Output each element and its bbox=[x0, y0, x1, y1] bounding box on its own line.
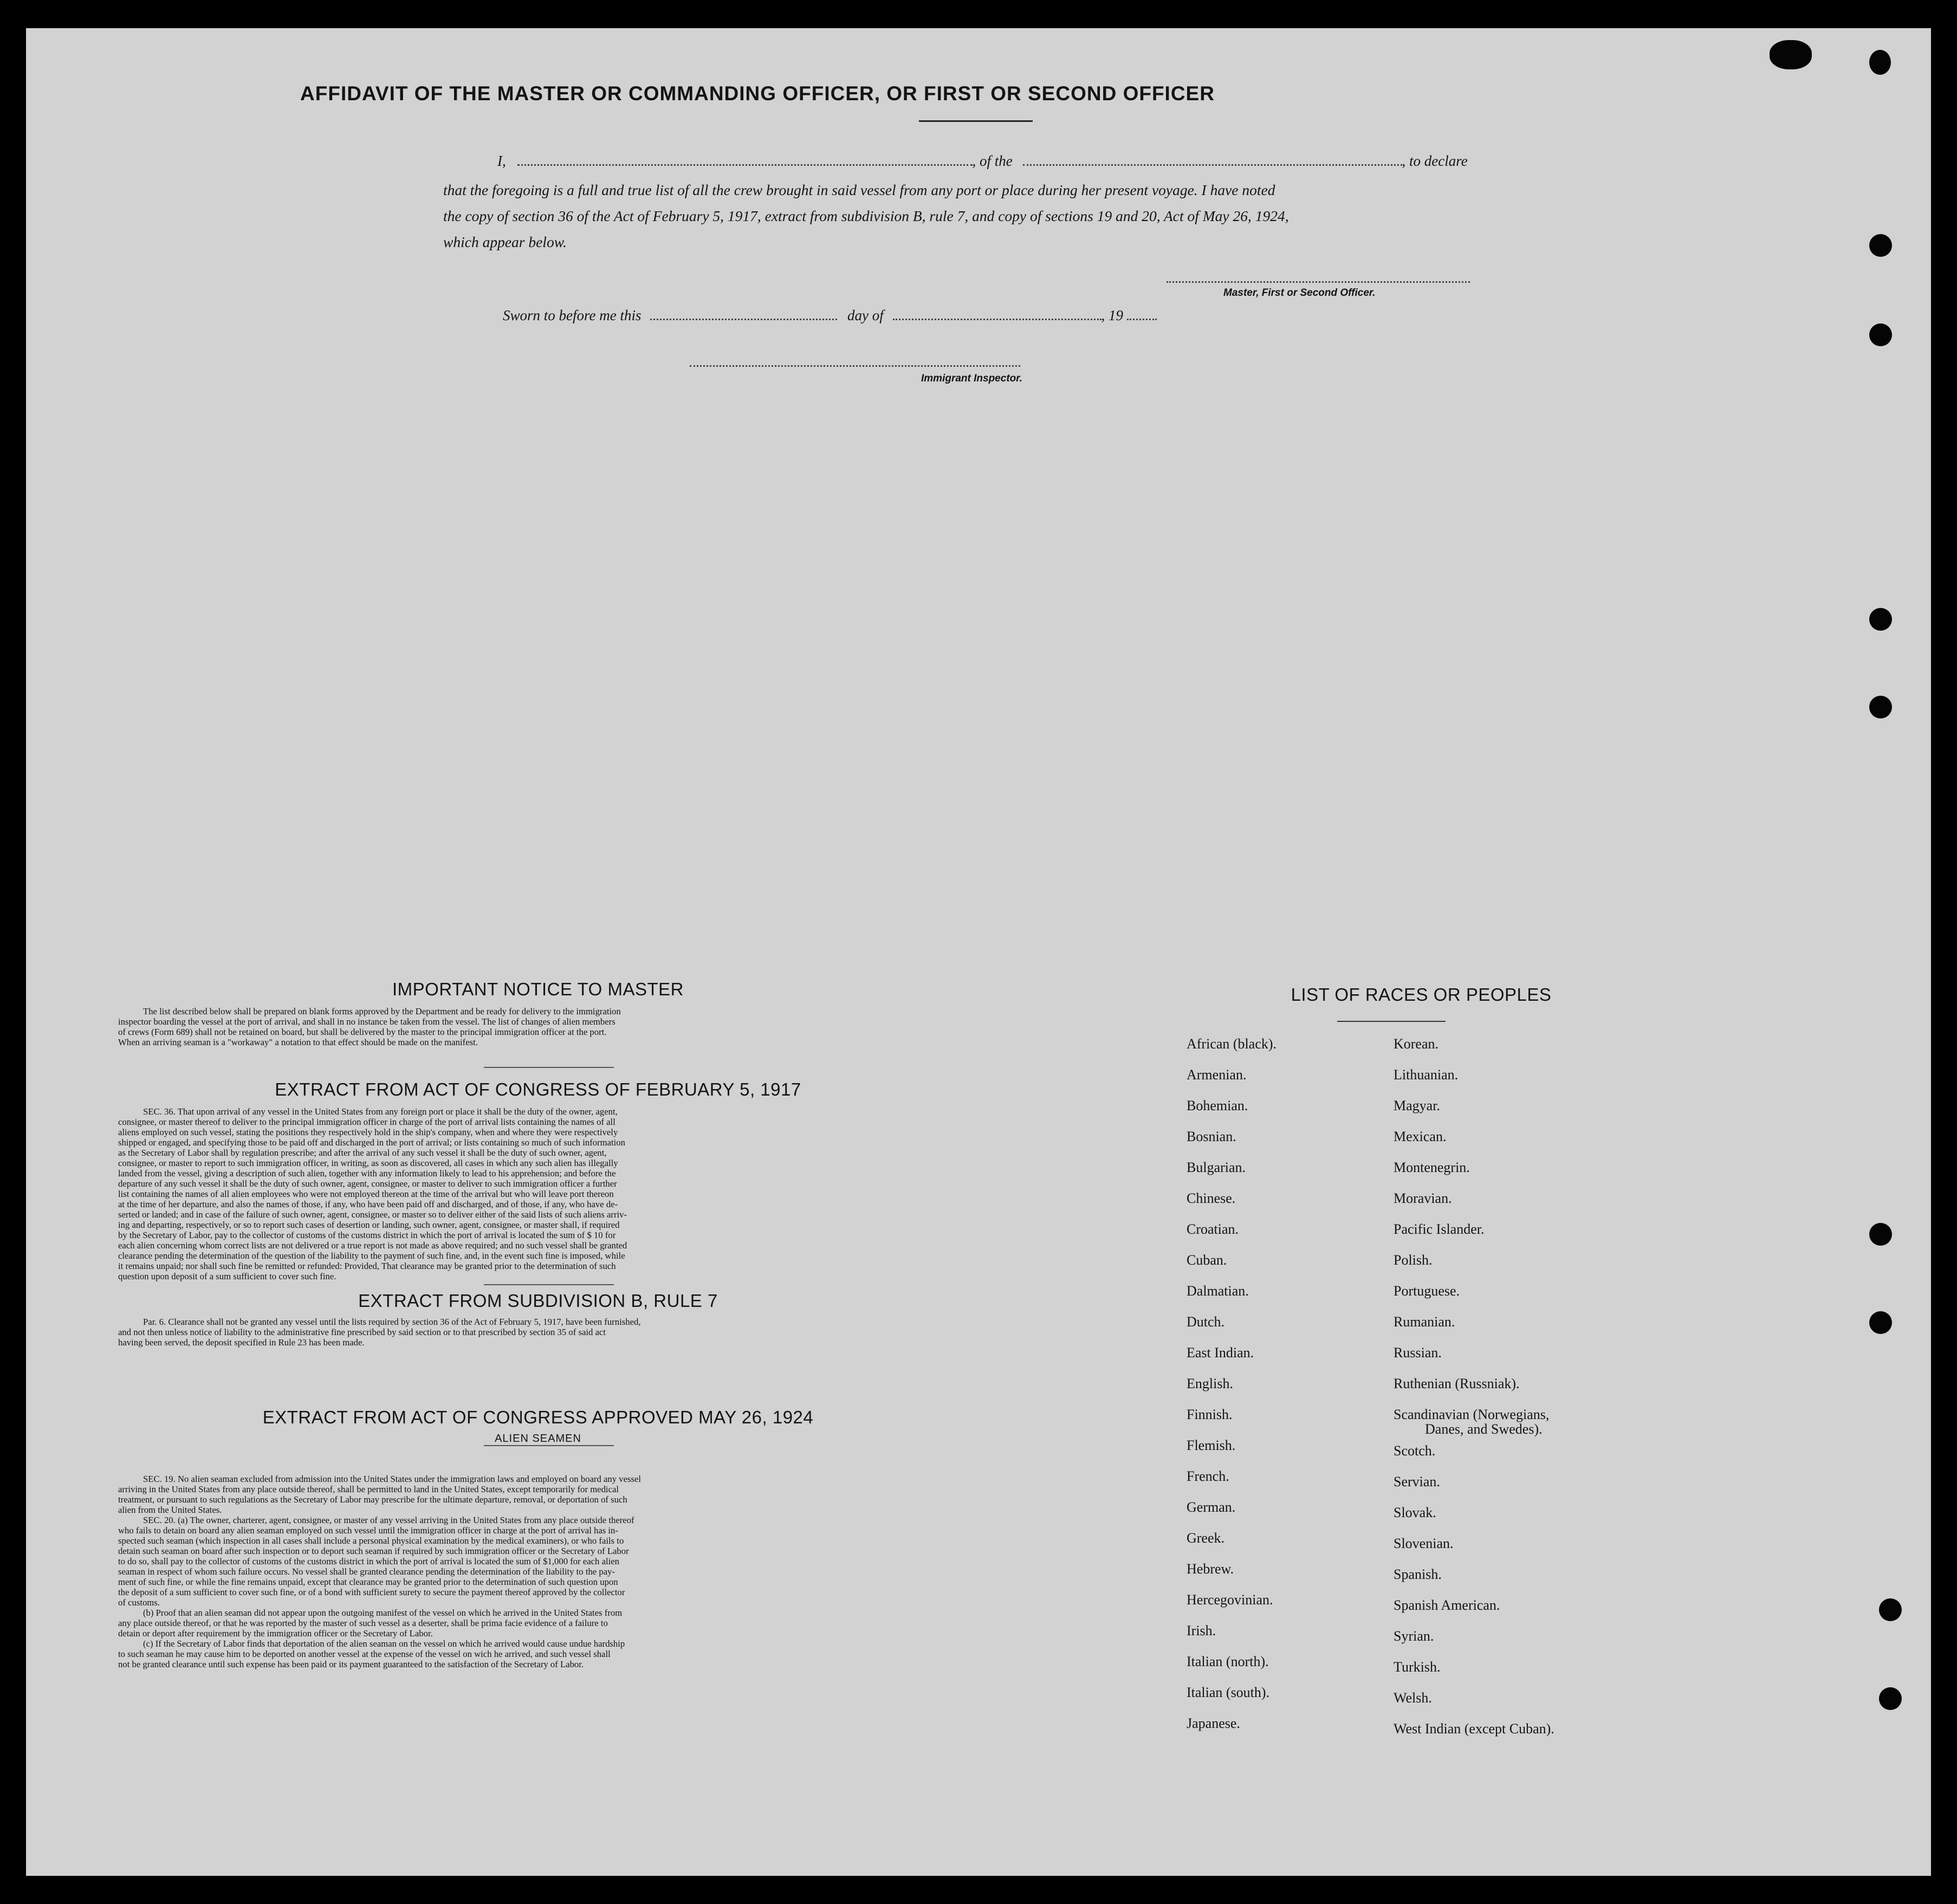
extract-line: question upon deposit of a sum sufficient to cover such fine. bbox=[118, 1271, 336, 1281]
month-field[interactable] bbox=[893, 318, 1101, 320]
race-item: Dutch. bbox=[1187, 1314, 1225, 1330]
race-item: Hercegovinian. bbox=[1187, 1592, 1273, 1608]
name-field[interactable] bbox=[517, 164, 973, 166]
punch-hole bbox=[1879, 1598, 1902, 1621]
race-item: Slovak. bbox=[1394, 1505, 1436, 1520]
extract-line: SEC. 20. (a) The owner, charterer, agent, consignee, or master of any vessel arriving in the United States from any place outside thereof bbox=[143, 1515, 634, 1525]
race-item: Chinese. bbox=[1187, 1190, 1236, 1206]
punch-hole bbox=[1770, 40, 1812, 69]
extract-line: treatment, or pursuant to such regulations as the Secretary of Labor may prescribe for the ultimate departure, removal, or deportation of such bbox=[118, 1494, 627, 1505]
extract-1924-text bbox=[118, 1474, 942, 1669]
race-item: Scotch. bbox=[1394, 1443, 1436, 1459]
race-item: West Indian (except Cuban). bbox=[1394, 1721, 1554, 1737]
race-item: Armenian. bbox=[1187, 1067, 1247, 1083]
race-item: Russian. bbox=[1394, 1345, 1442, 1361]
extract-line: (b) Proof that an alien seaman did not appear upon the outgoing manifest of the vessel on which he arrived in the United States from bbox=[143, 1608, 623, 1618]
race-item: East Indian. bbox=[1187, 1345, 1254, 1361]
race-item: Croatian. bbox=[1187, 1221, 1239, 1237]
extract-line: seaman in respect of whom such failure occurs. No vessel shall be granted clearance pending the determination of the liability to the pay- bbox=[118, 1566, 615, 1577]
extract-line: of customs. bbox=[118, 1597, 160, 1608]
extract-line: alien from the United States. bbox=[118, 1505, 222, 1515]
race-item: Japanese. bbox=[1187, 1715, 1240, 1731]
extract-line: the deposit of a sum sufficient to cover such fine, or of a bond with sufficient surety to secure the payment thereof approved by the collector bbox=[118, 1587, 625, 1597]
extract-line: list containing the names of all alien employees who were not employed thereon at the time of the arrival but who will leave port thereon bbox=[118, 1189, 614, 1199]
rule7-line: and not then unless notice of liability to the administrative fine prescribed by said section or to that prescribed by section 35 of said act bbox=[118, 1327, 606, 1337]
race-item: Irish. bbox=[1187, 1623, 1216, 1639]
race-item: Mexican. bbox=[1394, 1129, 1447, 1144]
race-item: Hebrew. bbox=[1187, 1561, 1234, 1577]
notice-line: inspector boarding the vessel at the port of arrival, and shall in no instance be taken from the vessel. The list of changes of alien members bbox=[118, 1016, 615, 1027]
year-prefix-label: , 19 bbox=[1101, 307, 1123, 323]
races-heading: LIST OF RACES OR PEOPLES bbox=[1291, 985, 1552, 1005]
inspector-signature-field[interactable] bbox=[690, 365, 1020, 367]
punch-hole bbox=[1869, 1311, 1892, 1334]
race-item: Magyar. bbox=[1394, 1098, 1440, 1113]
race-item: Spanish American. bbox=[1394, 1597, 1500, 1613]
extract-line: each alien concerning whom correct lists are not delivered or a true report is not made as above required; and no such vessel shall be granted bbox=[118, 1240, 627, 1251]
race-item: Turkish. bbox=[1394, 1659, 1441, 1675]
extract-line: clearance pending the determination of the question of the liability to the payment of such fine, and, in the event such fine is imposed, while bbox=[118, 1251, 625, 1261]
race-item: Flemish. bbox=[1187, 1437, 1236, 1453]
sworn-line bbox=[503, 307, 1157, 324]
notice-heading: IMPORTANT NOTICE TO MASTER bbox=[392, 979, 684, 999]
affidavit-declaration-line bbox=[497, 153, 1468, 170]
statement-line: the copy of section 36 of the Act of February 5, 1917, extract from subdivision B, rule 7, and copy of sections 19 and 20, Act of May 26, 1924, bbox=[443, 208, 1289, 224]
extract-line: shipped or engaged, and specifying those to be paid off and discharged in the port of arrival; or lists containing so much of such information bbox=[118, 1137, 625, 1148]
day-of-label: day of bbox=[847, 307, 884, 323]
extract-line: detain or deport after requirement by the immigration officer or the Secretary of Labor. bbox=[118, 1628, 433, 1639]
race-item: Spanish. bbox=[1394, 1566, 1442, 1582]
form-page bbox=[26, 28, 1931, 1876]
extract-line: (c) If the Secretary of Labor finds that deportation of the alien seaman on the vessel on which he arrived would cause undue hardship bbox=[143, 1639, 625, 1649]
race-item: Greek. bbox=[1187, 1530, 1225, 1546]
race-item: Pacific Islander. bbox=[1394, 1221, 1485, 1237]
race-item: Welsh. bbox=[1394, 1690, 1432, 1706]
extract-line: SEC. 36. That upon arrival of any vessel in the United States from any foreign port or place it shall be the duty of the owner, agent, bbox=[143, 1106, 618, 1117]
statement-line: that the foregoing is a full and true list of all the crew brought in said vessel from any port or place during her present voyage. I have noted bbox=[443, 182, 1275, 198]
notice-text bbox=[118, 1006, 942, 1047]
race-item: Polish. bbox=[1394, 1252, 1433, 1268]
extract-line: SEC. 19. No alien seaman excluded from admission into the United States under the immigration laws and employed on board any vessel bbox=[143, 1474, 641, 1484]
extract-line: landed from the vessel, giving a description of such alien, together with any information likely to lead to his apprehension; and before the bbox=[118, 1168, 616, 1178]
divider bbox=[484, 1445, 614, 1446]
rule7-text bbox=[118, 1317, 942, 1348]
master-signature-field[interactable] bbox=[1167, 281, 1470, 283]
punch-hole bbox=[1869, 323, 1892, 346]
extract-line: any place outside thereof, or that he was reported by the master of such vessel as a deserter, shall be prima facie evidence of a failure to bbox=[118, 1618, 608, 1628]
extract-line: not be granted clearance until such expense has been paid or its payment guaranteed to the satisfaction of the Secretary of Labor. bbox=[118, 1659, 584, 1669]
rule7-heading: EXTRACT FROM SUBDIVISION B, RULE 7 bbox=[358, 1291, 718, 1311]
race-item: African (black). bbox=[1187, 1036, 1277, 1052]
label-of-the: , of the bbox=[972, 153, 1013, 169]
sworn-date-field[interactable] bbox=[650, 318, 837, 320]
extract-1917-heading: EXTRACT FROM ACT OF CONGRESS OF FEBRUARY 5, 1917 bbox=[275, 1079, 801, 1099]
extract-line: it remains unpaid; nor shall such fine be remitted or refunded: Provided, That clearance may be granted prior to the determination of such bbox=[118, 1261, 616, 1271]
race-item: Portuguese. bbox=[1394, 1283, 1460, 1299]
affidavit-statement bbox=[443, 177, 1538, 255]
punch-hole bbox=[1869, 1223, 1892, 1246]
rule7-line: Par. 6. Clearance shall not be granted any vessel until the lists required by section 36 of the Act of February 5, 1917, have been furnished, bbox=[143, 1317, 641, 1327]
alien-seamen-subheading: ALIEN SEAMEN bbox=[495, 1433, 581, 1445]
rule7-line: having been served, the deposit specified in Rule 23 has been made. bbox=[118, 1337, 365, 1348]
extract-line: departure of any such vessel it shall be the duty of such owner, agent, consignee, or master to deliver to such immigration officer a further bbox=[118, 1178, 617, 1189]
extract-line: serted or landed; and in case of the failure of such owner, agent, consignee, or master so to deliver either of the said lists of such aliens arriv- bbox=[118, 1209, 627, 1220]
extract-line: by the Secretary of Labor, pay to the collector of customs of the customs district in which the port of arrival is located the sum of $ 10 for bbox=[118, 1230, 616, 1240]
race-item: Ruthenian (Russniak). bbox=[1394, 1376, 1520, 1391]
race-item: Dalmatian. bbox=[1187, 1283, 1249, 1299]
race-item: Scandinavian (Norwegians, bbox=[1394, 1407, 1550, 1422]
race-item: Montenegrin. bbox=[1394, 1160, 1470, 1175]
extract-line: arriving in the United States from any place outside thereof, shall be permitted to land in the United States, except temporarily for medical bbox=[118, 1484, 619, 1494]
extract-line: detain such seaman on board after such inspection or to deport such seaman if required by such immigration officer or the Secretary of Labor bbox=[118, 1546, 629, 1556]
extract-line: aliens employed on such vessel, stating the positions they respectively hold in the ship's company, when and where they were respectively bbox=[118, 1127, 618, 1137]
race-item: Slovenian. bbox=[1394, 1536, 1454, 1551]
punch-hole bbox=[1869, 608, 1892, 631]
notice-line: of crews (Form 689) shall not be retained on board, but shall be delivered by the master to the principal immigration officer at the port. bbox=[118, 1027, 607, 1037]
race-item: English. bbox=[1187, 1376, 1233, 1391]
statement-line: which appear below. bbox=[443, 234, 567, 250]
extract-line: who fails to detain on board any alien seaman employed on such vessel until the immigration officer in charge at the port of arrival has in- bbox=[118, 1525, 618, 1536]
master-signature-caption: Master, First or Second Officer. bbox=[1223, 287, 1376, 299]
extract-1924-heading: EXTRACT FROM ACT OF CONGRESS APPROVED MAY 26, 1924 bbox=[262, 1407, 814, 1427]
race-item: German. bbox=[1187, 1499, 1236, 1515]
label-i: I, bbox=[497, 153, 506, 169]
race-item: Moravian. bbox=[1394, 1190, 1452, 1206]
race-item: Italian (north). bbox=[1187, 1654, 1269, 1669]
extract-line: at the time of her departure, and also the names of those, if any, who have been paid off and discharged, and of those, if any, who have de- bbox=[118, 1199, 618, 1209]
year-field[interactable] bbox=[1127, 318, 1157, 320]
race-item: Korean. bbox=[1394, 1036, 1439, 1052]
extract-line: ment of such fine, or while the fine remains unpaid, except that clearance may be granted prior to the determination of such question upon bbox=[118, 1577, 618, 1587]
extract-line: ing and departing, respectively, or so to report such cases of desertion or landing, such owner, agent, consignee, or master shall, if required bbox=[118, 1220, 620, 1230]
extract-line: to such seaman he may cause him to be deported on another vessel at the expense of the vessel on wich he arrived, and such vessel shall bbox=[118, 1649, 611, 1659]
race-item: Servian. bbox=[1394, 1474, 1440, 1489]
race-item: Bulgarian. bbox=[1187, 1160, 1246, 1175]
divider bbox=[484, 1284, 614, 1285]
extract-line: as the Secretary of Labor shall by regulation prescribe; and after the arrival of any such vessel it shall be the duty of such owner, agent, bbox=[118, 1148, 607, 1158]
vessel-field[interactable] bbox=[1023, 164, 1402, 166]
sworn-label: Sworn to before me this bbox=[503, 307, 641, 323]
divider bbox=[484, 1067, 614, 1068]
punch-hole bbox=[1879, 1687, 1902, 1710]
affidavit-title: AFFIDAVIT OF THE MASTER OR COMMANDING OFFICER, OR FIRST OR SECOND OFFICER bbox=[300, 82, 1215, 105]
title-underline bbox=[919, 120, 1033, 122]
race-item: Rumanian. bbox=[1394, 1314, 1455, 1330]
label-to-declare: , to declare bbox=[1402, 153, 1468, 169]
notice-line: When an arriving seaman is a "workaway" a notation to that effect should be made on the manifest. bbox=[118, 1037, 478, 1047]
inspector-signature-caption: Immigrant Inspector. bbox=[921, 373, 1022, 384]
race-item: Bohemian. bbox=[1187, 1098, 1248, 1113]
race-item-continuation: Danes, and Swedes). bbox=[1425, 1421, 1543, 1437]
extract-line: to do so, shall pay to the collector of customs of the customs district in which the port of arrival is located the sum of $1,000 for each alien bbox=[118, 1556, 620, 1566]
punch-hole bbox=[1869, 50, 1891, 75]
punch-hole bbox=[1869, 234, 1892, 257]
race-item: Lithuanian. bbox=[1394, 1067, 1459, 1083]
race-item: Italian (south). bbox=[1187, 1685, 1270, 1700]
extract-line: consignee, or master to report to such immigration officer, in writing, as soon as discovered, all cases in which any such alien has illegally bbox=[118, 1158, 618, 1168]
extract-line: consignee, or master thereof to deliver to the principal immigration officer in charge of the port of arrival lists containing the names of all bbox=[118, 1117, 615, 1127]
race-item: French. bbox=[1187, 1468, 1229, 1484]
punch-hole bbox=[1869, 696, 1892, 718]
notice-line: The list described below shall be prepared on blank forms approved by the Department and be ready for delivery to the immigration bbox=[143, 1006, 621, 1016]
extract-line: spected such seaman (which inspection in all cases shall include a personal physical examination by the medical examiners), or who fails to bbox=[118, 1536, 624, 1546]
race-item: Finnish. bbox=[1187, 1407, 1233, 1422]
extract-1917-text bbox=[118, 1106, 942, 1281]
race-item: Bosnian. bbox=[1187, 1129, 1236, 1144]
race-item: Syrian. bbox=[1394, 1628, 1434, 1644]
divider bbox=[1337, 1021, 1446, 1022]
race-item: Cuban. bbox=[1187, 1252, 1227, 1268]
